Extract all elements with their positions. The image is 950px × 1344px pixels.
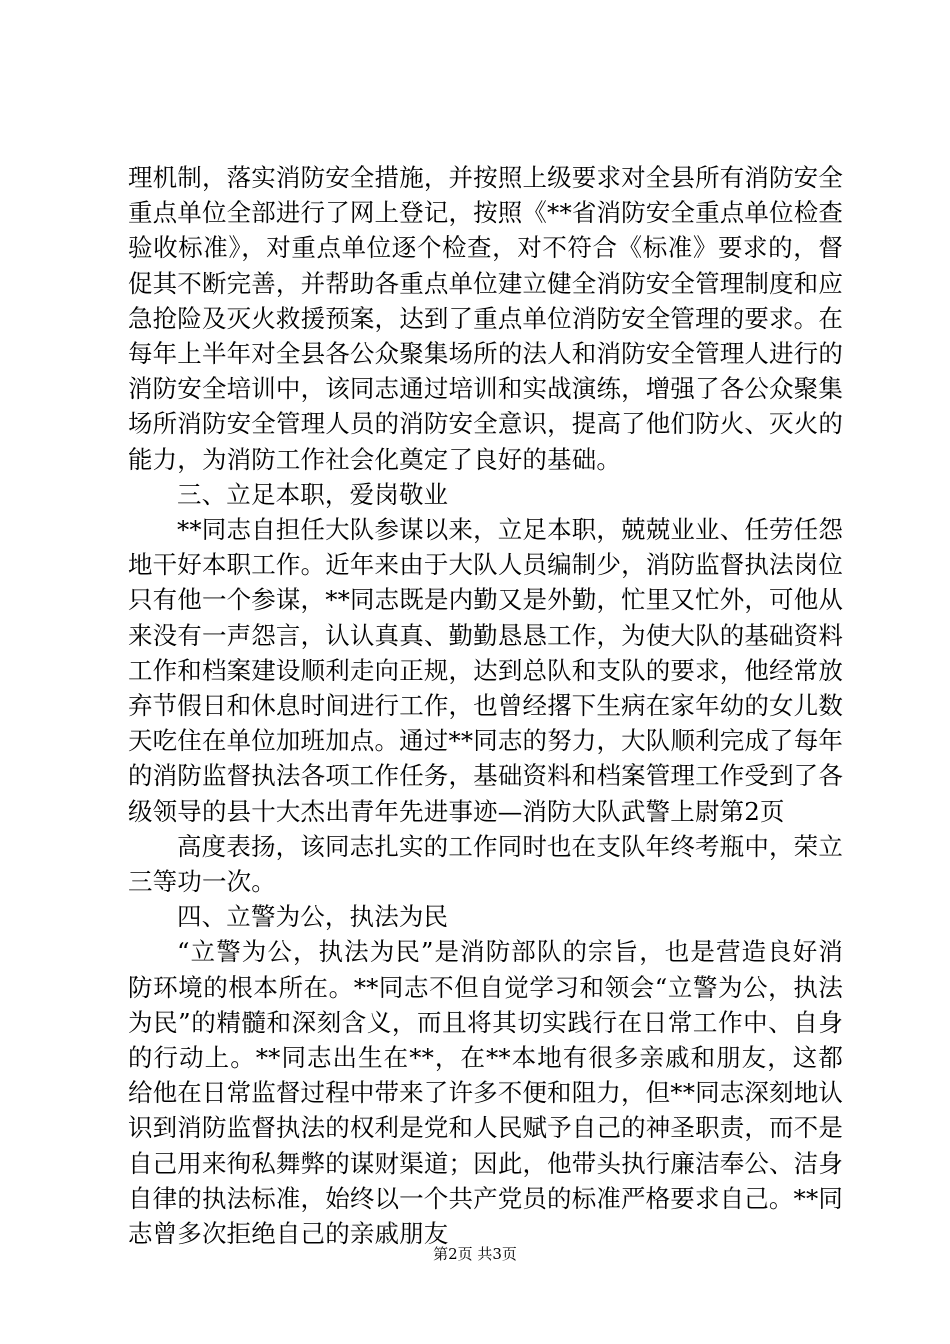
paragraph-4: “立警为公，执法为民”是消防部队的宗旨，也是营造良好消防环境的根本所在。**同志不但自觉学习和领会“立警为公，执法为民”的精髓和深刻含义，而且将其切实践行在日常工作中、自身的行动上。**同志出生在**，在**本地有很多亲戚和朋友，这都给他在日常监督过程中带来了许多不便和阻力，但**同志深刻地认识到消防监督执法的权利是党和人民赋予自己的神圣职责，而不是自己用来徇私舞弊的谋财渠道；因此，他带头执行廉洁奉公、洁身自律的执法标准，始终以一个共产党员的标准严格要求自己。**同志曾多次拒绝自己的亲戚朋友 [128,937,843,1249]
section-heading-4: 四、立警为公，执法为民 [177,902,449,932]
paragraph-1: 理机制，落实消防安全措施，并按照上级要求对全县所有消防安全重点单位全部进行了网上登记，按照《**省消防安全重点单位检查验收标准》，对重点单位逐个检查，对不符合《标准》要求的，督促其不断完善，并帮助各重点单位建立健全消防安全管理制度和应急抢险及灭火救援预案，达到了重点单位消防安全管理的要求。在每年上半年对全县各公众聚集场所的法人和消防安全管理人进行的消防安全培训中，该同志通过培训和实战演练，增强了各公众聚集场所消防安全管理人员的消防安全意识，提高了他们防火、灭火的能力，为消防工作社会化奠定了良好的基础。 [128,163,843,474]
paragraph-2: **同志自担任大队参谋以来，立足本职，兢兢业业、任劳任怨地干好本职工作。近年来由于大队人员编制少，消防监督执法岗位只有他一个参谋，**同志既是内勤又是外勤，忙里又忙外，可他从来没有一声怨言，认认真真、勤勤恳恳工作，为使大队的基础资料工作和档案建设顺利走向正规，达到总队和支队的要求，他经常放弃节假日和休息时间进行工作，也曾经撂下生病在家年幼的女儿数天吃住在单位加班加点。通过**同志的努力，大队顺利完成了每年的消防监督执法各项工作任务，基础资料和档案管理工作受到了各级领导的县十大杰出青年先进事迹—消防大队武警上尉第2页 [128,515,843,826]
page-footer: 第2页 共3页 [433,1245,517,1263]
document-body [128,160,843,1251]
section-heading-3: 三、立足本职，爱岗敬业 [177,479,449,509]
paragraph-3: 高度表扬，该同志扎实的工作同时也在支队年终考瓶中，荣立三等功一次。 [128,831,843,897]
